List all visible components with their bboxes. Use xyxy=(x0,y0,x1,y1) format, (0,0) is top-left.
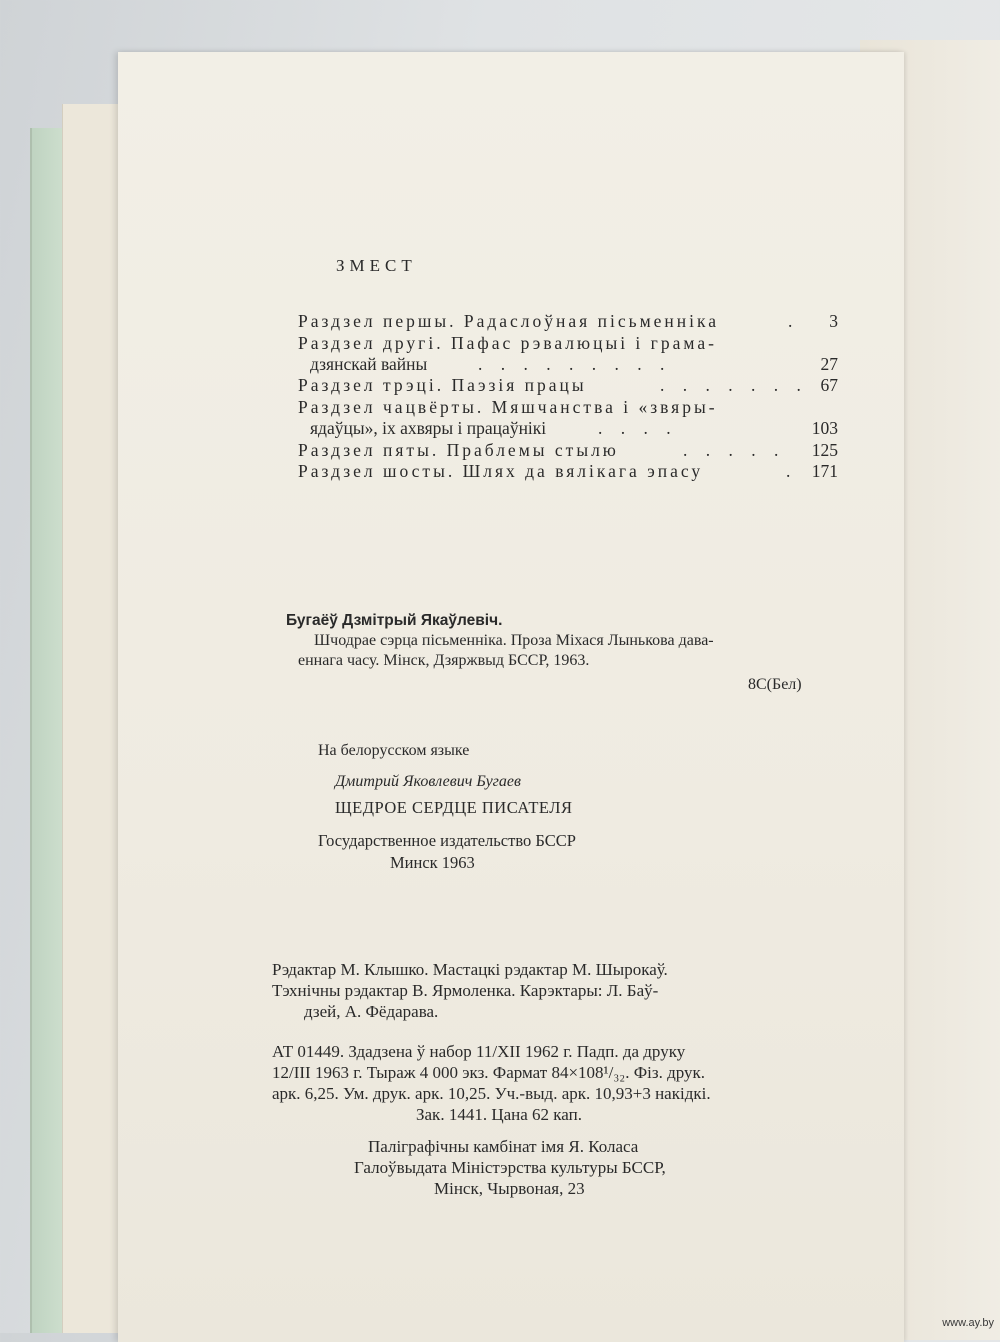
toc-leader-dots: . . . . . . . . . xyxy=(478,354,672,374)
russian-title: ЩЕДРОЕ СЕРДЦЕ ПИСАТЕЛЯ xyxy=(335,798,573,817)
toc-page-number: 67 xyxy=(820,375,838,395)
toc-leader-dots: . . . . . xyxy=(683,440,786,460)
russian-author: Дмитрий Яковлевич Бугаев xyxy=(335,773,521,790)
toc-entry-title: ядаўцы», іх ахвяры і працаўнікі xyxy=(310,418,547,438)
toc-entry-title: дзянскай вайны xyxy=(310,354,428,374)
watermark: www.ay.by xyxy=(942,1317,994,1329)
catalog-author: Бугаёў Дзмітрый Якаўлевіч. xyxy=(286,612,503,629)
toc-entry-title: Раздзел шосты. Шлях да вялікага эпасу xyxy=(298,461,704,481)
toc-entry xyxy=(298,397,838,419)
toc-entry xyxy=(298,354,838,376)
credits-line: дзей, А. Фёдарава. xyxy=(304,1002,439,1021)
printer-line: Галоўвыдата Міністэрства культуры БССР, xyxy=(354,1158,666,1177)
toc-entry xyxy=(298,311,838,333)
credits-line: Тэхнічны рэдактар В. Ярмоленка. Карэктары: Л. Баў- xyxy=(272,981,659,1000)
imprint-line: АТ 01449. Здадзена ў набор 11/XII 1962 г. Падп. да друку xyxy=(272,1042,686,1061)
toc-entry xyxy=(298,333,838,355)
imprint-line: 12/III 1963 г. Тыраж 4 000 экз. Фармат 84×108¹/₃₂. Фіз. друк. xyxy=(272,1063,706,1082)
toc-leader-dots: . xyxy=(788,311,800,331)
russian-publisher: Государственное издательство БССР xyxy=(318,831,576,850)
toc-leader-dots: . . . . . . . xyxy=(660,375,808,395)
toc-entry xyxy=(298,440,838,462)
toc-entry-title: Раздзел першы. Радаслоўная пісьменніка xyxy=(298,311,720,331)
toc-entry xyxy=(298,461,838,483)
toc-entry-title: Раздзел трэці. Паэзія працы xyxy=(298,375,587,395)
toc-entry-title: Раздзел другі. Пафас рэвалюцыі і грама- xyxy=(298,333,717,353)
toc-page-number: 3 xyxy=(829,311,838,331)
toc-heading: ЗМЕСТ xyxy=(336,256,417,275)
toc-leader-dots: . . . . xyxy=(598,418,678,438)
imprint-line: арк. 6,25. Ум. друк. арк. 10,25. Уч.-выд. арк. 10,93+3 накідкі. xyxy=(272,1084,711,1103)
toc-entry-title: Раздзел пяты. Праблемы стылю xyxy=(298,440,619,460)
toc-page-number: 171 xyxy=(811,461,838,481)
russian-city-year: Минск 1963 xyxy=(390,853,475,872)
toc-entry-title: Раздзел чацвёрты. Мяшчанства і «звяры- xyxy=(298,397,718,417)
catalog-description-line: Шчодрае сэрца пісьменніка. Проза Міхася Лынькова дава- xyxy=(314,632,714,649)
language-note: На белорусском языке xyxy=(318,742,470,759)
catalog-classification-code: 8С(Бел) xyxy=(748,676,802,693)
imprint-line: Зак. 1441. Цана 62 кап. xyxy=(416,1105,582,1124)
toc-page-number: 27 xyxy=(820,354,838,374)
toc-leader-dots: . xyxy=(786,461,798,481)
credits-line: Рэдактар М. Клышко. Мастацкі рэдактар М. Шырокаў. xyxy=(272,960,668,979)
toc-entry xyxy=(298,375,838,397)
toc-entry xyxy=(298,418,838,440)
toc-page-number: 103 xyxy=(811,418,838,438)
printer-line: Мінск, Чырвоная, 23 xyxy=(434,1179,585,1198)
book-page xyxy=(118,52,904,1342)
catalog-description-line: еннага часу. Мінск, Дзяржвыд БССР, 1963. xyxy=(298,652,590,669)
toc-page-number: 125 xyxy=(811,440,838,460)
printer-line: Паліграфічны камбінат імя Я. Коласа xyxy=(368,1137,639,1156)
